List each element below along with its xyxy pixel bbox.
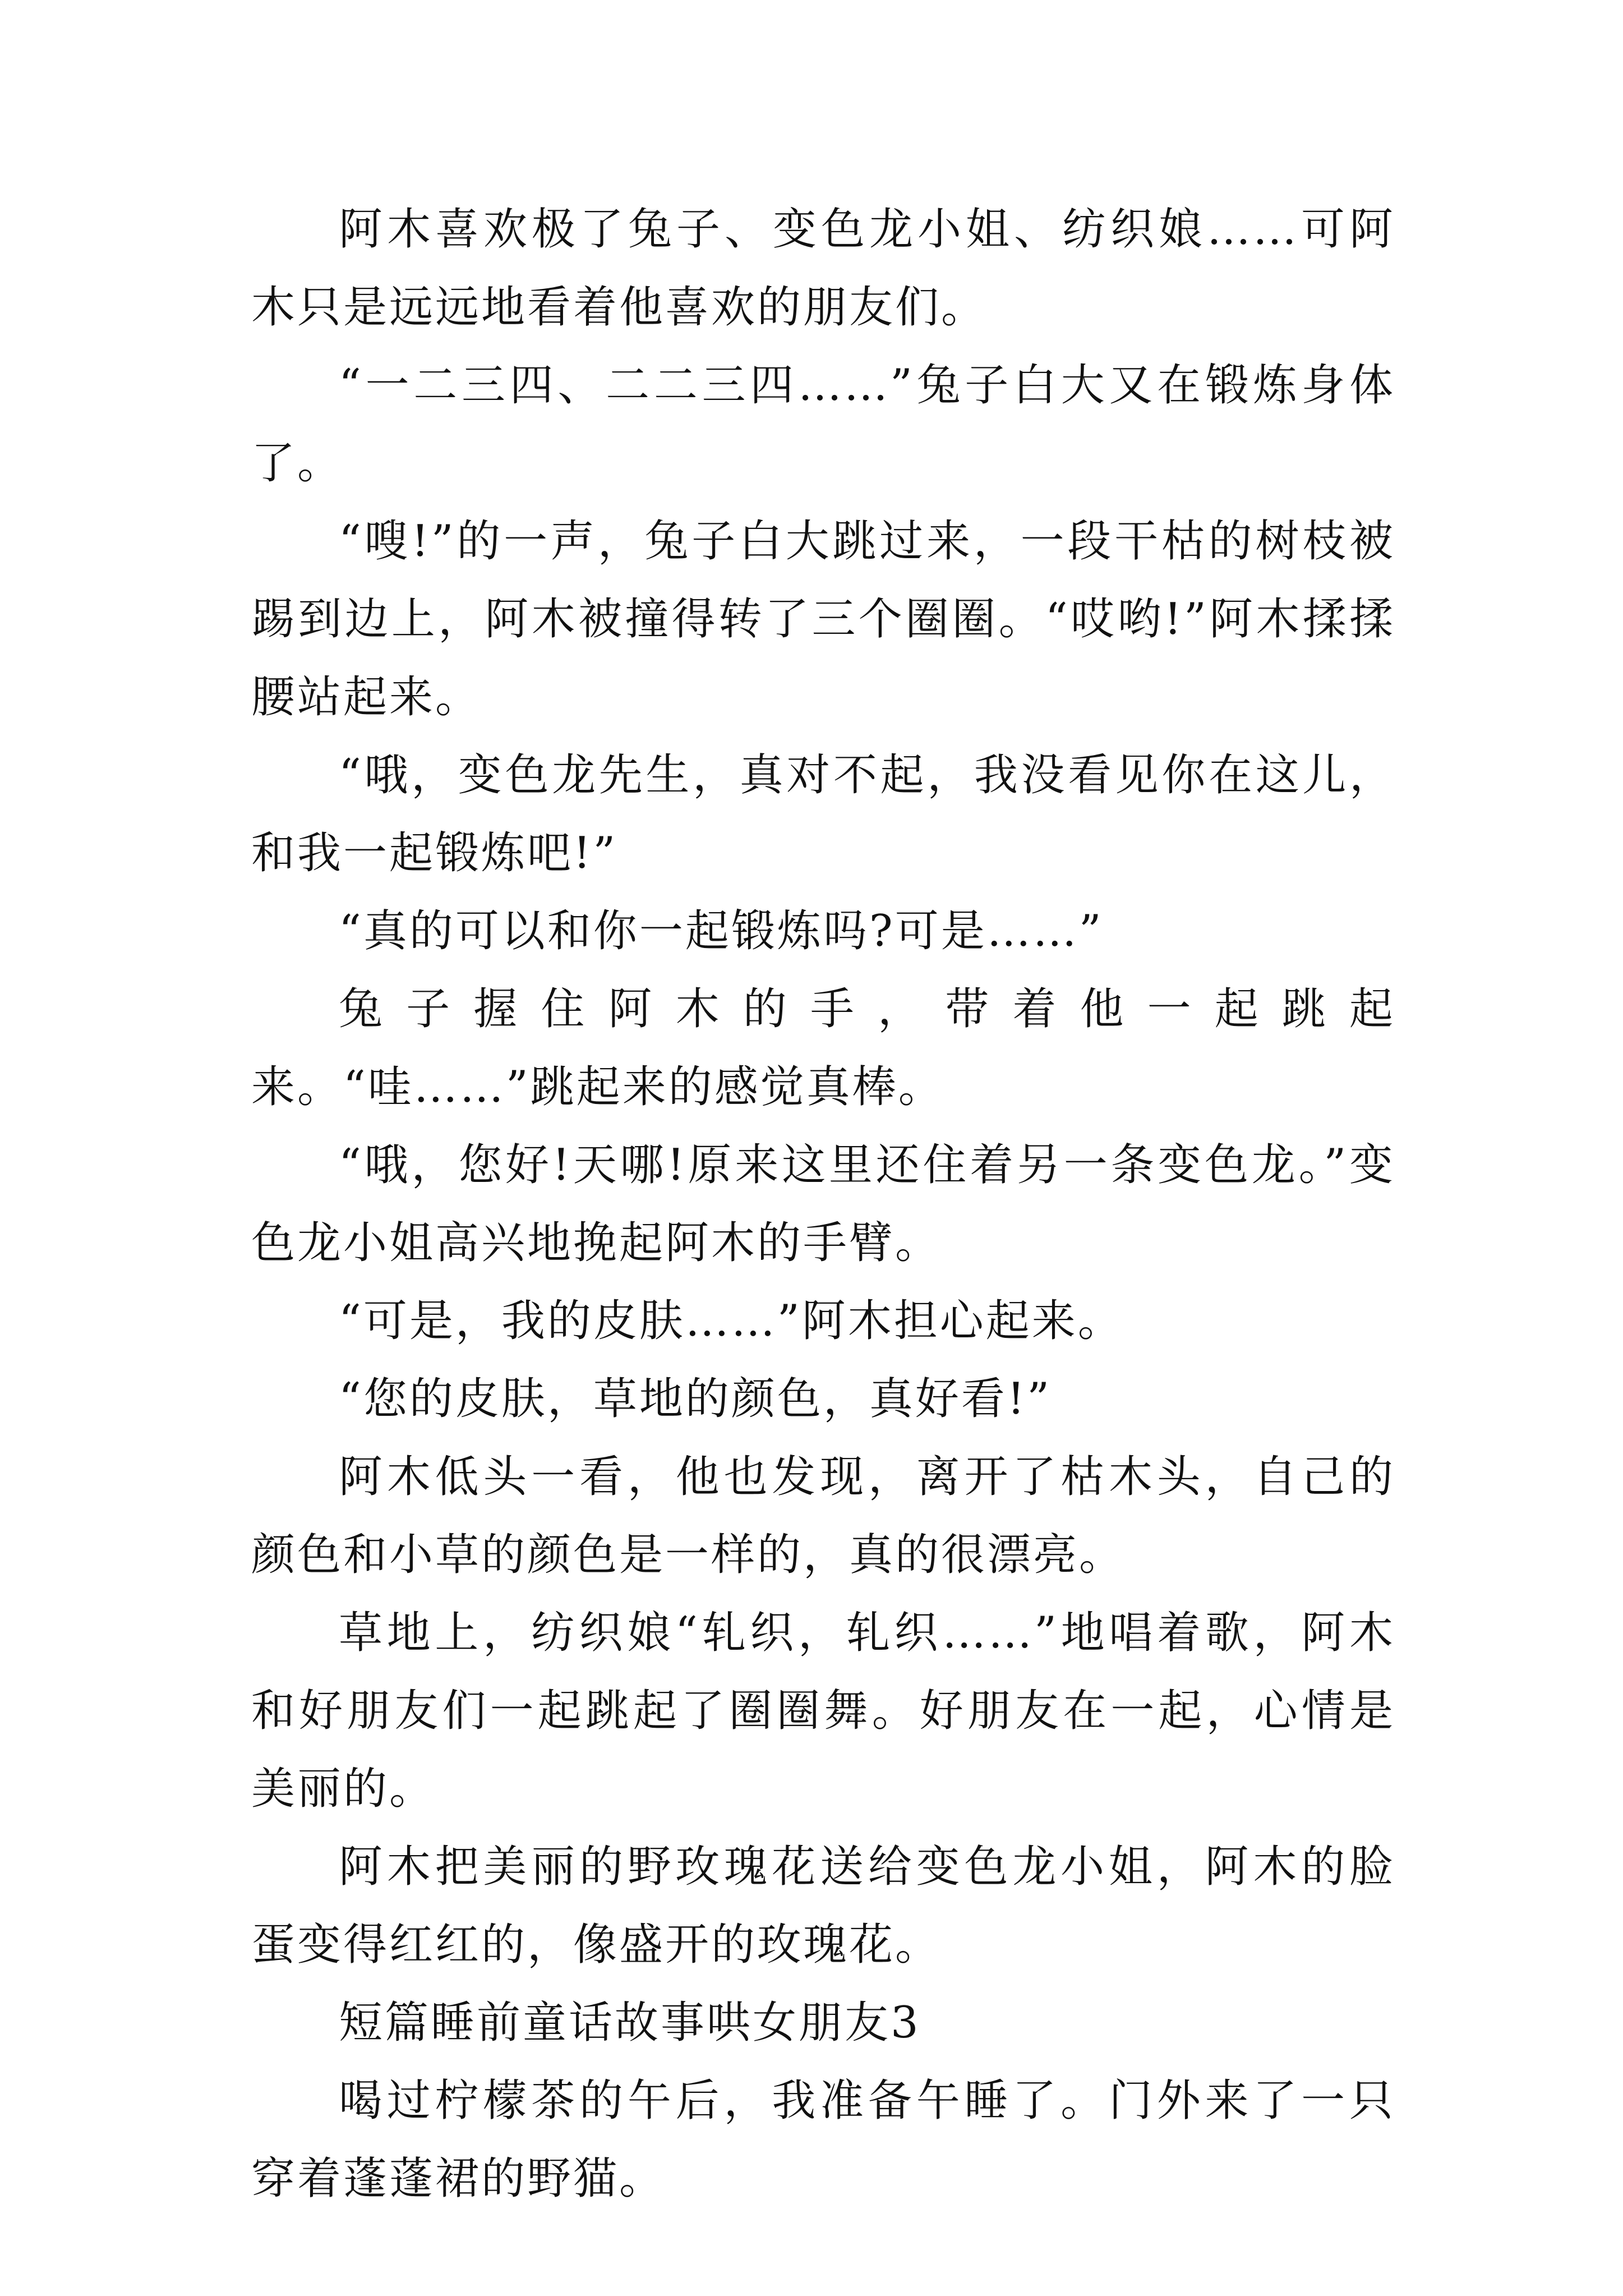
paragraph: “哦，您好!天哪!原来这里还住着另一条变色龙。”变色龙小姐高兴地挽起阿木的手臂。 [251, 1140, 1395, 1268]
story-text [251, 191, 1395, 2218]
paragraph: “真的可以和你一起锻炼吗?可是……” [339, 906, 1104, 956]
paragraph: “哦，变色龙先生，真对不起，我没看见你在这儿，和我一起锻炼吧!” [251, 750, 1395, 878]
paragraph: “一二三四、二二三四……”兔子白大又在锻炼身体了。 [251, 360, 1395, 489]
paragraph: “嗖!”的一声，兔子白大跳过来，一段干枯的树枝被踢到边上，阿木被撞得转了三个圈圈。“哎哟!”阿木揉揉腰站起来。 [251, 516, 1395, 723]
paragraph: “您的皮肤，草地的颜色，真好看!” [339, 1374, 1052, 1424]
paragraph: “可是，我的皮肤……”阿木担心起来。 [339, 1296, 1124, 1346]
paragraph: 喝过柠檬茶的午后，我准备午睡了。门外来了一只穿着蓬蓬裙的野猫。 [251, 2076, 1395, 2204]
paragraph: 阿木喜欢极了兔子、变色龙小姐、纺织娘……可阿木只是远远地看着他喜欢的朋友们。 [251, 204, 1395, 333]
paragraph: 兔子握住阿木的手，带着他一起跳起来。“哇……”跳起来的感觉真棒。 [251, 984, 1395, 1112]
section-heading: 短篇睡前童话故事哄女朋友3 [339, 1998, 921, 2048]
paragraph: 阿木低头一看，他也发现，离开了枯木头，自己的颜色和小草的颜色是一样的，真的很漂亮。 [251, 1452, 1395, 1580]
paragraph: 阿木把美丽的野玫瑰花送给变色龙小姐，阿木的脸蛋变得红红的，像盛开的玫瑰花。 [251, 1842, 1395, 1970]
paragraph: 草地上，纺织娘“轧织，轧织……”地唱着歌，阿木和好朋友们一起跳起了圈圈舞。好朋友在一起，心情是美丽的。 [251, 1608, 1395, 1814]
